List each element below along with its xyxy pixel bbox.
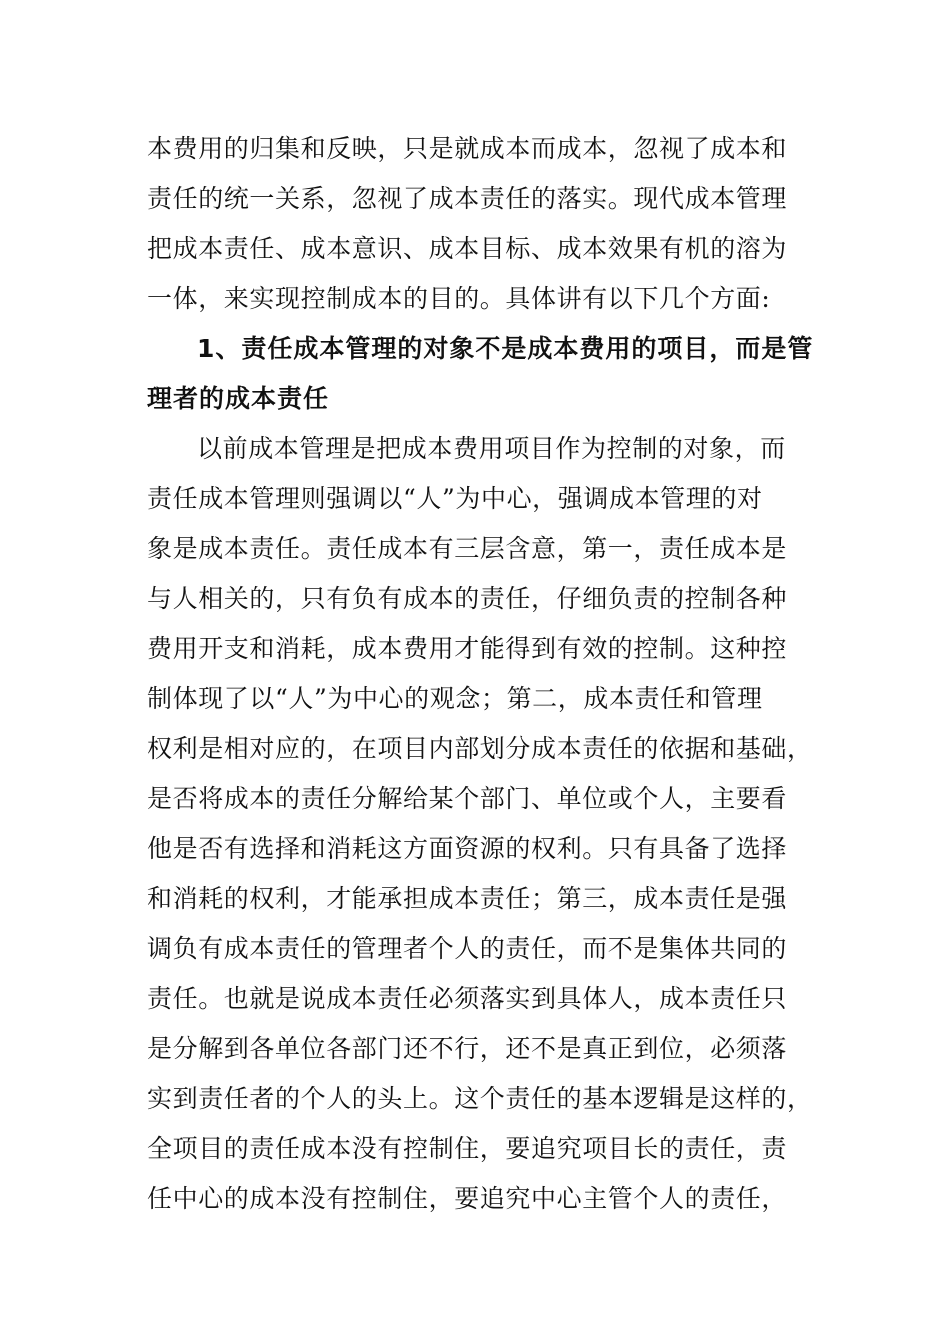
body-text-line: 实到责任者的个人的头上。这个责任的基本逻辑是这样的， [147, 1084, 813, 1113]
body-text-line: 权利是相对应的，在项目内部划分成本责任的依据和基础， [147, 734, 813, 763]
section-heading-line: 理者的成本责任 [147, 384, 330, 413]
body-text-line: 一体，来实现控制成本的目的。具体讲有以下几个方面: [147, 284, 771, 313]
body-text-line: 象是成本责任。责任成本有三层含意，第一，责任成本是 [147, 534, 788, 563]
body-text-line: 与人相关的，只有负有成本的责任，仔细负责的控制各种 [147, 584, 788, 613]
section-heading-line: 1、责任成本管理的对象不是成本费用的项目，而是管 [197, 334, 814, 363]
body-text-line: 责任。也就是说成本责任必须落实到具体人，成本责任只 [147, 984, 788, 1013]
body-text-line: 是分解到各单位各部门还不行，还不是真正到位，必须落 [147, 1034, 788, 1063]
body-text-line: 是否将成本的责任分解给某个部门、单位或个人，主要看 [147, 784, 788, 813]
body-text-line: 费用开支和消耗，成本费用才能得到有效的控制。这种控 [147, 634, 788, 663]
body-text-line: 制体现了以“人”为中心的观念；第二，成本责任和管理 [147, 684, 763, 713]
body-text-line: 任中心的成本没有控制住，要追究中心主管个人的责任， [147, 1184, 788, 1213]
body-text-line: 本费用的归集和反映，只是就成本而成本，忽视了成本和 [147, 134, 788, 163]
body-text-line: 他是否有选择和消耗这方面资源的权利。只有具备了选择 [147, 834, 788, 863]
body-text-line: 把成本责任、成本意识、成本目标、成本效果有机的溶为 [147, 234, 788, 263]
body-text-line: 以前成本管理是把成本费用项目作为控制的对象，而 [197, 434, 786, 463]
body-text-line: 责任成本管理则强调以“人”为中心，强调成本管理的对 [147, 484, 763, 513]
body-text-line: 调负有成本责任的管理者个人的责任，而不是集体共同的 [147, 934, 788, 963]
body-text-line: 和消耗的权利，才能承担成本责任；第三，成本责任是强 [147, 884, 788, 913]
body-text-line: 责任的统一关系，忽视了成本责任的落实。现代成本管理 [147, 184, 788, 213]
body-text-line: 全项目的责任成本没有控制住，要追究项目长的责任，责 [147, 1134, 788, 1163]
